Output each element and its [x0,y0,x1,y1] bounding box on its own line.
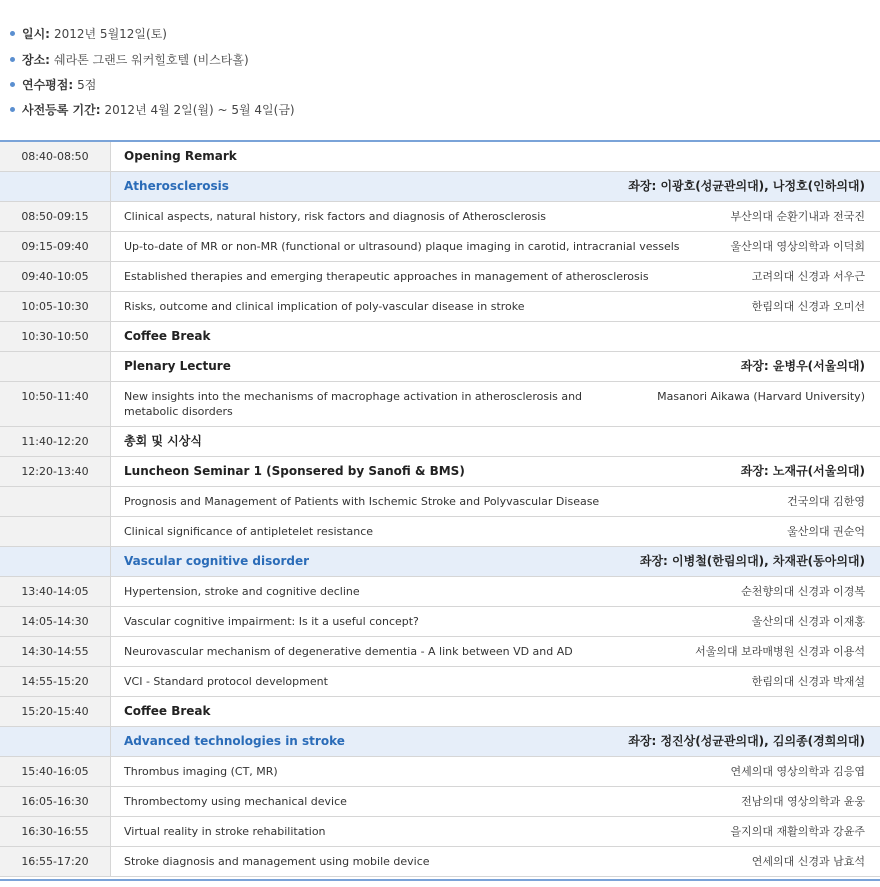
session-title: Clinical aspects, natural history, risk factors and diagnosis of Atherosclerosis [124,210,547,223]
schedule-row [0,352,880,382]
schedule-row [0,697,880,727]
time-cell [0,352,111,381]
session-title: Stroke diagnosis and management using mobile device [124,855,430,868]
time-text: 10:30-10:50 [21,330,89,343]
section-title: Advanced technologies in stroke [124,734,345,748]
time-cell [0,202,111,231]
schedule-table [0,140,880,877]
time-text: 08:50-09:15 [21,210,89,223]
chair-text: 좌장: 이광호(성균관의대), 나정호(인하의대) [628,179,865,193]
schedule-row [0,322,880,352]
schedule-row [0,292,880,322]
time-text: 13:40-14:05 [21,585,89,598]
session-title: Hypertension, stroke and cognitive decline [124,585,360,598]
chair-text: 좌장: 이병철(한림의대), 차재관(동아의대) [639,554,865,568]
time-cell [0,637,111,666]
time-cell [0,142,111,171]
session-title: Thrombectomy using mechanical device [124,795,347,808]
chair-text: 좌장: 정진상(성균관의대), 김의종(경희의대) [628,734,865,748]
schedule-row [0,457,880,487]
section-header-row [0,172,880,202]
info-value: 쉐라톤 그랜드 워커힐호텔 (비스타홀) [53,53,249,67]
section-title: Atherosclerosis [124,179,229,193]
schedule-row [0,847,880,877]
session-title: 총회 및 시상식 [124,434,202,448]
time-text: 15:20-15:40 [21,705,89,718]
time-cell [0,577,111,606]
time-text: 16:55-17:20 [21,855,89,868]
session-title: Prognosis and Management of Patients with Ischemic Stroke and Polyvascular Disease [124,495,600,508]
speaker-text: 한림의대 신경과 박재설 [751,675,865,688]
time-cell [0,292,111,321]
time-text: 10:50-11:40 [21,390,89,403]
chair-text: 좌장: 윤병우(서울의대) [740,359,865,373]
time-cell [0,697,111,726]
time-cell [0,727,111,756]
session-title: Risks, outcome and clinical implication of poly-vascular disease in stroke [124,300,525,313]
time-text: 09:40-10:05 [21,270,89,283]
schedule-row [0,232,880,262]
schedule-row [0,202,880,232]
schedule-row [0,142,880,172]
time-cell [0,322,111,351]
info-item-credits [10,75,96,95]
time-cell [0,457,111,486]
schedule-row [0,427,880,457]
schedule-row [0,577,880,607]
bullet-icon [10,57,15,62]
session-title: Luncheon Seminar 1 (Sponsered by Sanofi & BMS) [124,464,465,478]
section-header-row [0,547,880,577]
speaker-text: 연세의대 신경과 남효석 [751,855,865,868]
time-cell [0,787,111,816]
schedule-row [0,787,880,817]
info-value: 2012년 4월 2일(월) ~ 5월 4일(금) [104,103,295,117]
speaker-text: 건국의대 김한영 [787,495,865,508]
time-cell [0,817,111,846]
info-value: 5점 [77,78,97,92]
schedule-row [0,262,880,292]
speaker-text: 고려의대 신경과 서우근 [751,270,865,283]
schedule-row [0,487,880,517]
session-title: Vascular cognitive impairment: Is it a useful concept? [124,615,419,628]
time-text: 08:40-08:50 [21,150,89,163]
session-title: Plenary Lecture [124,359,231,373]
time-text: 12:20-13:40 [21,465,89,478]
time-cell [0,262,111,291]
time-text: 14:05-14:30 [21,615,89,628]
time-cell [0,427,111,456]
session-title: Opening Remark [124,149,237,163]
time-cell [0,232,111,261]
info-label: 장소: [22,53,50,67]
schedule-row [0,382,880,427]
info-item-venue [10,50,249,70]
speaker-text: 울산의대 신경과 이재홍 [751,615,865,628]
time-text: 09:15-09:40 [21,240,89,253]
info-label: 사전등록 기간: [22,103,101,117]
speaker-text: 전남의대 영상의학과 윤웅 [741,795,865,808]
time-cell [0,547,111,576]
session-title: VCI - Standard protocol development [124,675,328,688]
info-label: 일시: [22,27,50,41]
time-text: 14:30-14:55 [21,645,89,658]
speaker-text: 울산의대 영상의학과 이덕희 [730,240,865,253]
time-cell [0,847,111,876]
session-title: Neurovascular mechanism of degenerative dementia - A link between VD and AD [124,645,573,658]
time-cell [0,757,111,786]
speaker-text: 순천향의대 신경과 이경복 [741,585,865,598]
schedule-row [0,817,880,847]
session-title: Up-to-date of MR or non-MR (functional or ultrasound) plaque imaging in carotid, intracranial vessels [124,240,680,253]
info-value: 2012년 5월12일(토) [53,27,167,41]
time-cell [0,172,111,201]
speaker-text: 을지의대 재활의학과 강윤주 [730,825,865,838]
speaker-text: 서울의대 보라매병원 신경과 이용석 [695,645,865,658]
time-text: 16:05-16:30 [21,795,89,808]
bullet-icon [10,82,15,87]
session-title: Coffee Break [124,329,211,343]
info-label: 연수평점: [22,78,74,92]
time-cell [0,607,111,636]
speaker-text: 부산의대 순환기내과 전국진 [730,210,865,223]
table-bottom-border [0,879,880,881]
info-item-registration [10,100,295,120]
schedule-row [0,757,880,787]
section-header-row [0,727,880,757]
time-text: 11:40-12:20 [21,435,89,448]
speaker-text: 한림의대 신경과 오미선 [751,300,865,313]
speaker-text: Masanori Aikawa (Harvard University) [657,390,865,403]
session-title: Clinical significance of antipletelet resistance [124,525,374,538]
schedule-row [0,517,880,547]
session-title: Thrombus imaging (CT, MR) [124,765,278,778]
time-cell [0,517,111,546]
time-text: 14:55-15:20 [21,675,89,688]
session-title: Virtual reality in stroke rehabilitation [124,825,326,838]
info-item-date [10,24,167,44]
time-cell [0,667,111,696]
section-title: Vascular cognitive disorder [124,554,310,568]
schedule-row [0,637,880,667]
time-text: 10:05-10:30 [21,300,89,313]
time-cell [0,487,111,516]
session-title: Established therapies and emerging therapeutic approaches in management of atherosclerosis [124,270,649,283]
bullet-icon [10,107,15,112]
bullet-icon [10,31,15,36]
schedule-row [0,667,880,697]
speaker-text: 울산의대 권순억 [787,525,865,538]
time-cell [0,382,111,426]
chair-text: 좌장: 노재규(서울의대) [740,464,865,478]
time-text: 16:30-16:55 [21,825,89,838]
session-title: Coffee Break [124,704,211,718]
session-title: New insights into the mechanisms of macrophage activation in atherosclerosis and metabolic disorders [124,390,583,418]
time-text: 15:40-16:05 [21,765,89,778]
speaker-text: 연세의대 영상의학과 김응엽 [730,765,865,778]
schedule-row [0,607,880,637]
